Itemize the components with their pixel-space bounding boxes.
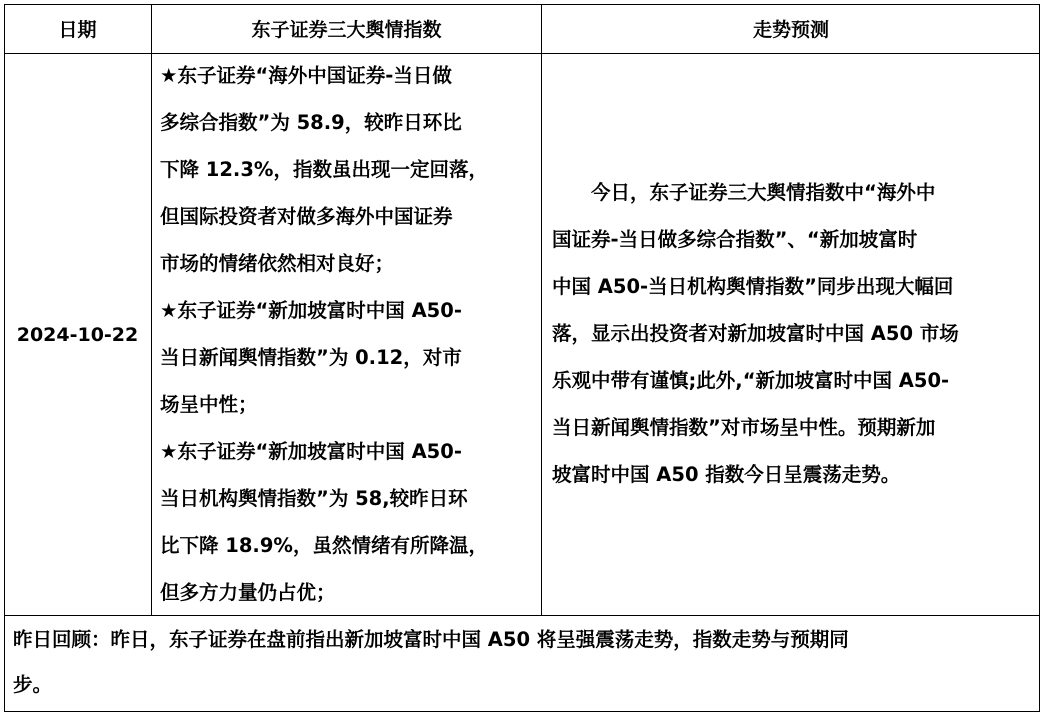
index-line: ★东子证券“海外中国证券-当日做 [160, 64, 452, 87]
trend-line: 中国 A50-当日机构舆情指数”同步出现大幅回 [552, 275, 954, 298]
index-line: 下降 12.3%，指数虽出现一定回落， [160, 158, 488, 181]
date-value: 2024-10-22 [16, 323, 139, 346]
review-text [13, 617, 1033, 707]
trend-description [552, 169, 1036, 498]
column-divider [151, 4, 152, 616]
index-line: 市场的情绪依然相对良好； [160, 252, 395, 275]
header-date: 日期 [58, 19, 97, 41]
index-line: 场呈中性； [160, 393, 258, 416]
header-index: 东子证券三大舆情指数 [251, 19, 442, 41]
index-line: 比下降 18.9%，虽然情绪有所降温， [160, 534, 488, 557]
review-line: 昨日回顾：昨日，东子证券在盘前指出新加坡富时中国 A50 将呈强震荡走势，指数走势与预期同 [13, 628, 849, 651]
header-trend: 走势预测 [752, 19, 829, 41]
column-divider [541, 4, 542, 616]
trend-line: 国证券-当日做多综合指数”、“新加坡富时 [552, 228, 918, 251]
review-line: 步。 [13, 673, 53, 696]
trend-line: 今日，东子证券三大舆情指数中“海外中 [552, 181, 936, 204]
index-line: 当日新闻舆情指数”为 0.12，对市 [160, 346, 462, 369]
index-line: 多综合指数”为 58.9，较昨日环比 [160, 111, 462, 134]
index-line: ★东子证券“新加坡富时中国 A50- [160, 440, 462, 463]
trend-line: 乐观中带有谨慎;此外,“新加坡富时中国 A50- [552, 369, 950, 392]
index-line: 但多方力量仍占优； [160, 581, 336, 604]
trend-line: 坡富时中国 A50 指数今日呈震荡走势。 [552, 463, 901, 486]
index-line: 但国际投资者对做多海外中国证券 [160, 205, 453, 228]
trend-line: 当日新闻舆情指数”对市场呈中性。预期新加 [552, 416, 936, 439]
index-description [160, 52, 538, 616]
index-line: 当日机构舆情指数”为 58,较昨日环 [160, 487, 468, 510]
trend-line: 落，显示出投资者对新加坡富时中国 A50 市场 [552, 322, 959, 345]
index-line: ★东子证券“新加坡富时中国 A50- [160, 299, 462, 322]
